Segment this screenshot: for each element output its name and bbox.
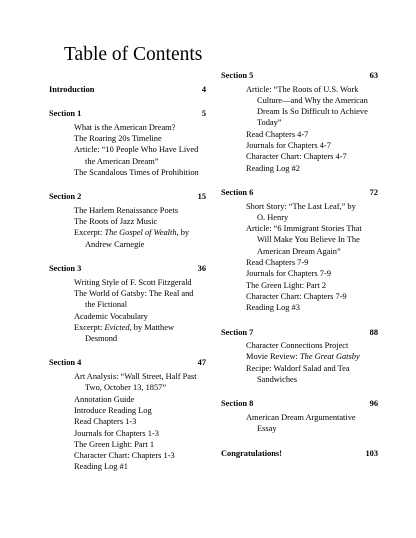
section-title: Section 6 <box>221 187 254 197</box>
entry-text: Article: “6 Immigrant Stories That <box>246 224 362 234</box>
toc-section-congratulations <box>221 448 378 459</box>
entry-text: Journals for Chapters 7-9 <box>246 269 331 279</box>
toc-section-section-5 <box>221 70 378 174</box>
section-title: Section 3 <box>49 264 82 274</box>
entry-text: Read Chapters 4-7 <box>246 129 309 139</box>
section-page-number: 88 <box>369 327 378 337</box>
toc-entry <box>49 277 206 288</box>
entry-prefix: Excerpt: <box>74 228 105 238</box>
entry-suffix: , by Matthew <box>129 322 175 332</box>
entry-text <box>246 351 378 362</box>
toc-entry <box>49 167 206 178</box>
entry-prefix: Excerpt: <box>74 322 105 332</box>
toc-entry <box>49 311 206 322</box>
toc-section-section-8 <box>221 398 378 434</box>
entry-text: What is the American Dream? <box>74 122 176 132</box>
section-page-number: 103 <box>365 448 378 458</box>
section-title: Congratulations! <box>221 448 282 458</box>
entry-text: Essay <box>257 424 277 434</box>
entry-prefix: Movie Review: <box>246 352 300 362</box>
section-page-number: 15 <box>197 192 206 202</box>
entry-text: The Roaring 20s Timeline <box>74 134 162 144</box>
toc-entry <box>49 322 206 345</box>
section-heading <box>221 448 378 459</box>
toc-entry <box>49 227 206 250</box>
toc-entry <box>221 257 378 268</box>
entry-text: Reading Log #1 <box>74 462 128 472</box>
section-title: Section 4 <box>49 358 82 368</box>
entry-text: the American Dream” <box>85 156 159 166</box>
entry-text: The World of Gatsby: The Real and <box>74 288 194 298</box>
section-title: Section 1 <box>49 109 82 119</box>
entry-text: Art Analysis: “Wall Street, Half Past <box>74 372 197 382</box>
entry-text <box>74 322 206 333</box>
toc-entry <box>49 216 206 227</box>
section-title: Introduction <box>49 85 95 94</box>
section-title: Section 2 <box>49 192 82 202</box>
toc-section-section-3 <box>49 263 206 344</box>
toc-entry <box>49 122 206 133</box>
entry-text <box>74 227 206 238</box>
toc-entry <box>221 412 378 435</box>
toc-entry <box>49 450 206 461</box>
entry-text: The Green Light: Part 1 <box>74 439 155 449</box>
toc-entry <box>221 291 378 302</box>
toc-entry <box>221 84 378 129</box>
toc-entry <box>221 280 378 291</box>
entry-text: Journals for Chapters 4-7 <box>246 141 331 151</box>
entry-suffix: , by <box>176 228 190 238</box>
toc-entry <box>49 205 206 216</box>
entry-text: Character Chart: Chapters 7-9 <box>246 291 347 301</box>
section-page-number: 5 <box>201 109 206 119</box>
toc-entry <box>221 351 378 362</box>
entry-text: The Scandalous Times of Prohibition <box>74 167 199 177</box>
toc-entry <box>49 439 206 450</box>
section-heading <box>221 70 378 81</box>
toc-entry <box>49 461 206 472</box>
section-heading <box>49 84 206 95</box>
section-page-number: 4 <box>201 85 206 94</box>
section-title: Section 5 <box>221 71 254 80</box>
section-heading <box>221 398 378 409</box>
section-page-number: 47 <box>197 358 206 368</box>
section-heading <box>49 263 206 274</box>
entry-text: Academic Vocabulary <box>74 311 148 321</box>
toc-section-section-1 <box>49 108 206 178</box>
toc-entry <box>49 133 206 144</box>
toc-entry <box>49 394 206 405</box>
entry-text: Introduce Reading Log <box>74 405 152 415</box>
toc-section-section-4 <box>49 357 206 472</box>
entry-text: American Dream Again” <box>257 246 341 256</box>
section-page-number: 63 <box>369 71 378 80</box>
toc-left-column <box>49 84 206 486</box>
entry-text: Annotation Guide <box>74 394 135 404</box>
toc-entry <box>49 371 206 394</box>
section-title: Section 7 <box>221 327 254 337</box>
entry-text: Article: “The Roots of U.S. Work <box>246 84 359 94</box>
entry-text: Journals for Chapters 1-3 <box>74 428 159 438</box>
entry-text: Reading Log #2 <box>246 163 300 173</box>
entry-text: Two, October 13, 1857” <box>85 383 167 393</box>
entry-text: Today” <box>257 118 282 128</box>
section-heading <box>221 327 378 338</box>
entry-text: The Green Light: Part 2 <box>246 280 327 290</box>
entry-text: Andrew Carnegie <box>85 239 145 249</box>
entry-text: The Harlem Renaissance Poets <box>74 205 178 215</box>
entry-text: Dream Is So Difficult to Achieve <box>257 107 368 117</box>
entry-text: Read Chapters 1-3 <box>74 417 137 427</box>
entry-text: Short Story: “The Last Leaf,” by <box>246 201 356 211</box>
section-page-number: 36 <box>197 264 206 274</box>
entry-text: Character Connections Project <box>246 341 349 351</box>
entry-text: Character Chart: Chapters 4-7 <box>246 152 347 162</box>
toc-section-section-2 <box>49 191 206 250</box>
toc-entry <box>221 129 378 140</box>
entry-text: American Dream Argumentative <box>246 412 356 422</box>
section-title: Section 8 <box>221 399 254 409</box>
entry-text: Sandwiches <box>257 375 298 385</box>
entry-text: O. Henry <box>257 212 289 222</box>
section-heading <box>49 108 206 119</box>
entry-text: Recipe: Waldorf Salad and Tea <box>246 363 350 373</box>
toc-right-column <box>221 70 378 472</box>
toc-entry <box>221 151 378 162</box>
entry-text: Reading Log #3 <box>246 303 300 313</box>
entry-text: The Roots of Jazz Music <box>74 217 158 227</box>
section-page-number: 96 <box>369 399 378 409</box>
toc-section-section-7 <box>221 327 378 386</box>
entry-text: Read Chapters 7-9 <box>246 258 309 268</box>
section-heading <box>49 191 206 202</box>
toc-section-section-6 <box>221 187 378 314</box>
toc-entry <box>221 363 378 386</box>
entry-text: Desmond <box>85 334 118 344</box>
toc-entry <box>221 340 378 351</box>
toc-entry <box>221 163 378 174</box>
entry-italic-title: The Great Gatsby <box>299 352 360 362</box>
toc-entry <box>221 268 378 279</box>
section-page-number: 72 <box>369 187 378 197</box>
toc-entry <box>49 144 206 167</box>
section-heading <box>221 187 378 198</box>
entry-text: Will Make You Believe In The <box>257 235 360 245</box>
toc-entry <box>221 223 378 257</box>
entry-italic-title: The Gospel of Wealth <box>104 228 177 238</box>
entry-text: Culture—and Why the American <box>257 95 368 105</box>
toc-entry <box>49 428 206 439</box>
toc-entry <box>221 201 378 224</box>
toc-entry <box>49 416 206 427</box>
entry-text: the Fictional <box>85 300 128 310</box>
entry-text: Writing Style of F. Scott Fitzgerald <box>74 277 192 287</box>
toc-entry <box>49 288 206 311</box>
entry-text: Character Chart: Chapters 1-3 <box>74 451 175 461</box>
entry-text: Article: “10 People Who Have Lived <box>74 145 199 155</box>
toc-entry <box>221 140 378 151</box>
toc-section-introduction <box>49 84 206 95</box>
toc-entry <box>49 405 206 416</box>
toc-entry <box>221 302 378 313</box>
section-heading <box>49 357 206 368</box>
page-title: Table of Contents <box>64 44 203 65</box>
entry-italic-title: Evicted <box>104 322 130 332</box>
